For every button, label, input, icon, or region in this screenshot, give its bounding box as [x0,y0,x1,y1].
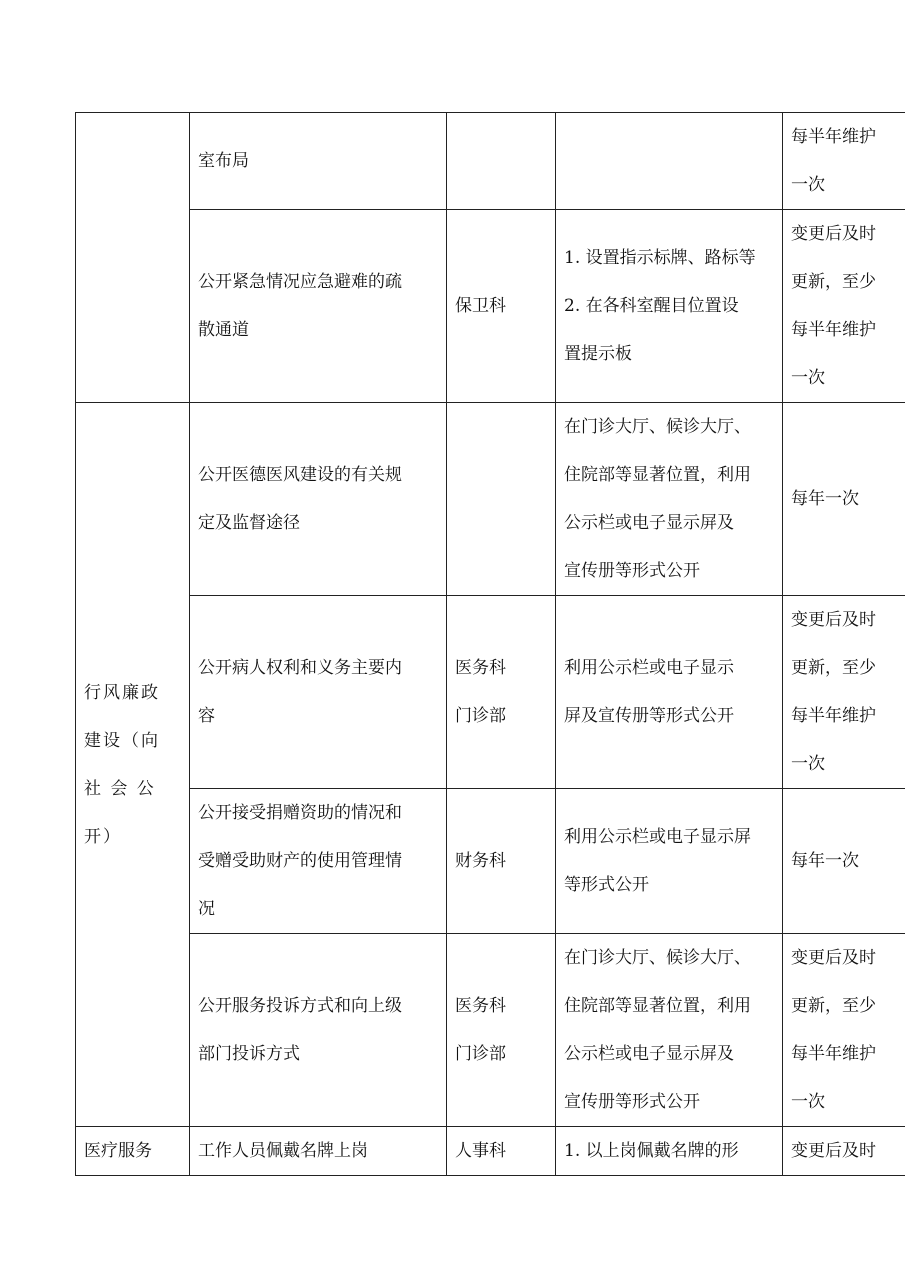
item-cell: 公开接受捐赠资助的情况和 受赠受助财产的使用管理情 况 [190,789,447,934]
item-cell: 公开病人权利和义务主要内 容 [190,596,447,789]
table-row [76,934,905,1127]
freq-cell: 变更后及时 更新，至少 每半年维护 一次 [783,210,905,403]
method-cell: 在门诊大厅、候诊大厅、 住院部等显著位置，利用 公示栏或电子显示屏及 宣传册等形式公开 [556,934,783,1127]
dept-cell: 人事科 [447,1127,556,1176]
freq-cell: 变更后及时 更新，至少 每半年维护 一次 [783,934,905,1127]
item-cell: 工作人员佩戴名牌上岗 [190,1127,447,1176]
method-cell: 利用公示栏或电子显示 屏及宣传册等形式公开 [556,596,783,789]
freq-cell: 变更后及时 [783,1127,905,1176]
item-cell: 公开服务投诉方式和向上级 部门投诉方式 [190,934,447,1127]
dept-cell [447,113,556,210]
freq-cell: 每年一次 [783,789,905,934]
freq-cell: 每年一次 [783,403,905,596]
dept-cell: 医务科 门诊部 [447,934,556,1127]
table-row [76,789,905,934]
freq-cell: 每半年维护 一次 [783,113,905,210]
dept-cell: 医务科 门诊部 [447,596,556,789]
method-cell: 在门诊大厅、候诊大厅、 住院部等显著位置，利用 公示栏或电子显示屏及 宣传册等形式公开 [556,403,783,596]
table-row [76,403,905,596]
table-row [76,210,905,403]
method-cell: 1. 设置指示标牌、路标等 2. 在各科室醒目位置设 置提示板 [556,210,783,403]
item-cell: 公开医德医风建设的有关规 定及监督途径 [190,403,447,596]
freq-cell: 变更后及时 更新，至少 每半年维护 一次 [783,596,905,789]
method-cell [556,113,783,210]
table-row [76,113,905,210]
category-cell: 医疗服务 [76,1127,190,1176]
table-row [76,1127,905,1176]
item-cell: 公开紧急情况应急避难的疏 散通道 [190,210,447,403]
category-cell [76,113,190,403]
dept-cell: 保卫科 [447,210,556,403]
method-cell: 利用公示栏或电子显示屏 等形式公开 [556,789,783,934]
method-cell: 1. 以上岗佩戴名牌的形 [556,1127,783,1176]
dept-cell [447,403,556,596]
disclosure-table [75,112,905,1176]
item-cell: 室布局 [190,113,447,210]
table-row [76,596,905,789]
category-cell: 行风廉政 建设（向 社 会 公 开） [76,403,190,1127]
dept-cell: 财务科 [447,789,556,934]
